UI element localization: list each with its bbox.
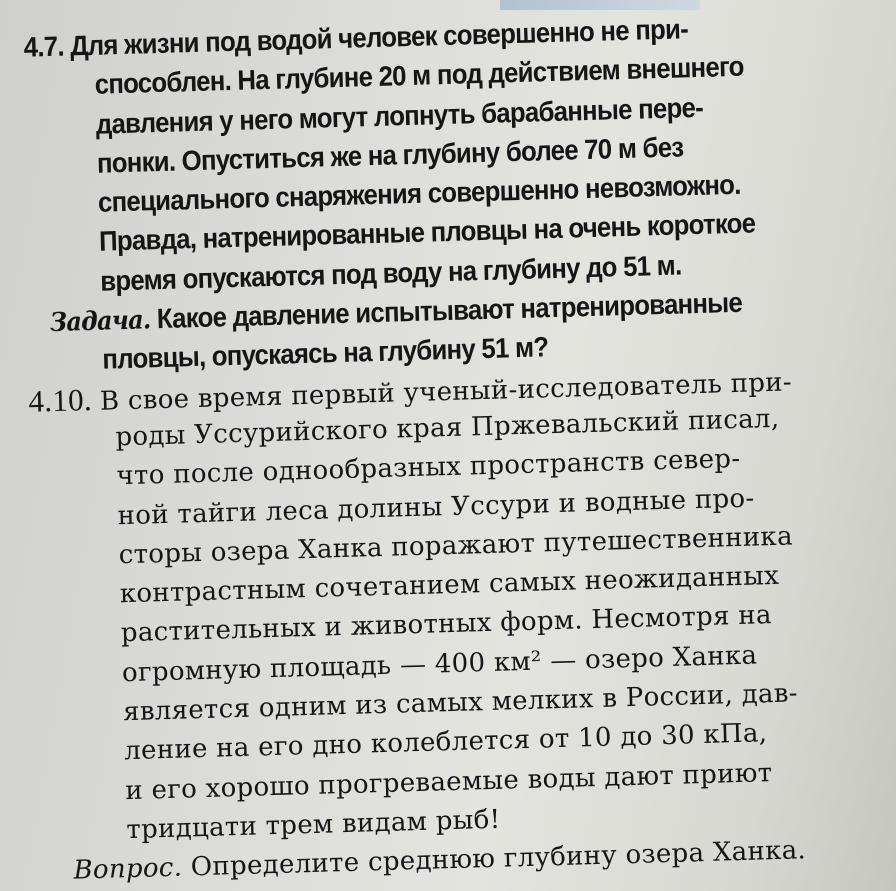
problem-4-7-line-4: понки. Опуститься же на глубину более 70 м без [96,131,684,179]
problem-4-10-line-12: тридцати трем видам рыб! [126,804,501,846]
problem-4-10-line-2: роды Уссурийского края Пржевальский писал, [115,403,780,453]
problem-4-7-line-5: специального снаряжения совершенно невозможно. [97,168,742,218]
problem-4-10-line-8: огромную площадь — 400 км² — озеро Ханка [121,640,758,688]
problem-4-7-line-3: давления у него могут лопнуть барабанные пере- [95,91,704,140]
task-label: Задача. [49,305,151,339]
problem-4-7-line-7: время опускаются под воду на глубину до 51 м. [99,249,682,297]
problem-4-10-line-7: растительных и животных форм. Несмотря на [120,600,773,649]
problem-4-10-line-9: является одним из самых мелких в России, дав- [122,678,799,728]
question-text: Определите среднюю глубину озера Ханка. [190,835,807,883]
problem-4-10-line-10: ление на его дно колеблется от 10 до 30 кПа, [123,718,768,767]
problem-4-10-number: 4.10. [27,381,93,419]
problem-4-10-line-4: ной тайги леса долины Уссури и водные про- [117,483,755,531]
problem-4-7-task-line-2: пловцы, опускаясь на глубину 51 м? [101,331,549,376]
problem-4-7-text: Для жизни под водой человек совершенно не при- [69,13,689,62]
task-line-1: Какое давление испытывают натренированные [156,286,743,335]
problem-4-10-line-5: сторы озера Ханка поражают путешественника [118,521,794,571]
textbook-page-content [14,5,858,891]
problem-4-10-text: В свое время первый ученый-исследователь при- [99,367,793,417]
question-label: Вопрос. [73,852,183,886]
problem-4-7 [14,5,844,381]
problem-4-10-line-6: контрастным сочетанием самых неожиданных [119,561,780,610]
problem-4-10-line-11: и его хорошо прогреваемые воды дают приют [124,757,773,806]
problem-4-10-line-3: что после однообразных пространств север- [116,444,741,492]
window-top-bar [500,0,700,10]
problem-4-7-line-2: способлен. На глубине 20 м под действием внешнего [94,50,745,101]
problem-4-10 [24,359,858,891]
problem-4-7-number: 4.7. [23,30,65,63]
problem-4-7-line-6: Правда, натренированные пловцы на очень короткое [98,207,756,258]
